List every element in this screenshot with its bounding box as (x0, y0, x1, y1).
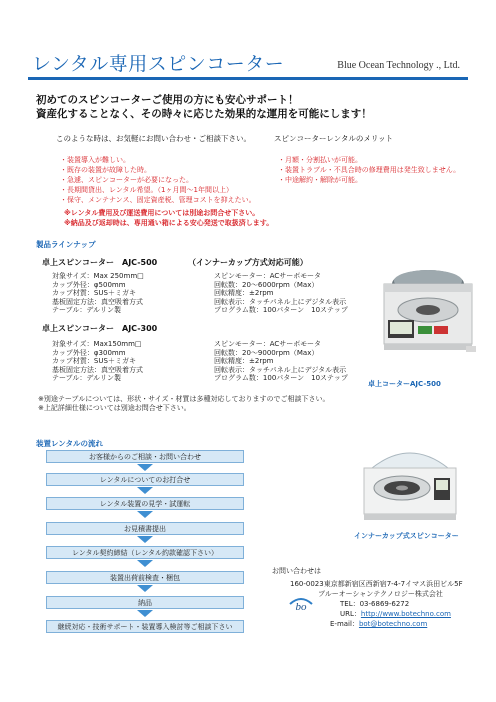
spec-line: カップ外径：φ300mm (52, 348, 126, 357)
spin-coater-ajc500-image (370, 254, 478, 374)
headline-line2: 資産化することなく、その時々に応じた効果的な運用を可能にします！ (36, 108, 372, 120)
spec-line: 回転精度：±2rpm (214, 289, 274, 298)
flow-arrow (137, 585, 153, 592)
inner-cup-spin-coater-image (352, 438, 468, 528)
notice-item: ※レンタル費用及び運送費用については別途お問合せ下さい。 (64, 209, 260, 217)
spec-line: スピンモーター：ACサーボモータ (214, 272, 321, 280)
flow-arrow (137, 464, 153, 471)
merit-item: ・装置トラブル・不具合時の修理費用は発生致しません。 (278, 166, 461, 174)
spec-line: プログラム数：100パターン 10ステップ (214, 306, 348, 315)
merits-list (278, 155, 460, 185)
flow-arrow (137, 610, 153, 617)
spec-line: 回転表示：タッチパネル上にデジタル表示 (214, 365, 347, 374)
product-name-ajc300: 卓上スピンコーター AJC-300 (42, 324, 158, 333)
spec-line: プログラム数：100パターン 10ステップ (214, 374, 348, 383)
flow-step: 継続対応・技術サポート・装置導入検討等ご相談下さい (46, 620, 244, 633)
ajc300-specs-left (52, 340, 143, 383)
spec-line: 回転精度：±2rpm (214, 357, 274, 366)
flow-arrow (137, 511, 153, 518)
consult-item: ・長期間貸出、レンタル希望。（1ヶ月間～1年間以上） (60, 186, 233, 194)
product-variant-ajc500: （インナーカップ方式対応可能） (188, 258, 308, 267)
spec-line: スピンモーター：ACサーボモータ (214, 340, 321, 348)
consult-item: ・保守、メンテナンス、固定資産税、管理コストを抑えたい。 (60, 196, 256, 204)
consult-list (60, 155, 256, 205)
contact-email (330, 620, 427, 630)
flow-arrow (137, 536, 153, 543)
company-logo (288, 590, 314, 614)
merit-item: ・月額・分割払いが可能。 (278, 156, 362, 164)
flow-step: お見積書提出 (46, 522, 244, 535)
flow-step: レンタル契約締結（レンタル約款確認下さい） (46, 546, 244, 559)
spec-line: カップ材質：SUS＋ミガキ (52, 357, 136, 366)
contact-heading: お問い合わせは (272, 567, 321, 575)
consult-item: ・急遽、スピンコーターが必要になった。 (60, 176, 193, 184)
spec-line: 回転数：20～6000rpm（Max） (214, 280, 319, 289)
notices (64, 208, 273, 228)
spec-line: カップ外径：φ500mm (52, 280, 126, 289)
lineup-notes (38, 395, 330, 413)
svg-text:bo: bo (295, 601, 307, 613)
merits-heading: スピンコーターレンタルのメリット (274, 134, 394, 143)
ajc300-specs-right (214, 340, 348, 383)
page-title: レンタル専用スピンコーター (32, 53, 285, 75)
contact-company: ブルーオーシャンテクノロジー株式会社 (318, 590, 443, 598)
spec-line: 対象サイズ：Max150mm□ (52, 340, 142, 348)
spec-line: カップ材質：SUS＋ミガキ (52, 289, 136, 298)
contact-address: 160-0023東京都新宿区西新宿7-4-7イマス浜田ビル5F (290, 580, 463, 588)
lineup-heading: 製品ラインナップ (36, 240, 96, 249)
ajc500-specs-right (214, 272, 348, 315)
consult-heading: このような時は、お気軽にお問い合わせ・ご相談下さい。 (56, 134, 251, 143)
consult-item: ・装置導入が難しい。 (60, 156, 130, 164)
company-name-en: Blue Ocean Technology ., Ltd. (337, 60, 460, 71)
spec-line: テーブル：デルリン製 (52, 306, 122, 315)
email-link[interactable]: bot@botechno.com (358, 620, 428, 628)
flow-arrow (137, 487, 153, 494)
spec-line: テーブル：デルリン製 (52, 374, 122, 383)
flow-step: お客様からのご相談・お問い合わせ (46, 450, 244, 463)
consult-item: ・既存の装置が故障した時。 (60, 166, 151, 174)
spec-line: 回転数：20～9000rpm（Max） (214, 348, 319, 357)
flow-step: レンタルについてのお打合せ (46, 473, 244, 486)
spec-line: 回転表示：タッチパネル上にデジタル表示 (214, 297, 347, 306)
ajc500-specs-left (52, 272, 144, 315)
image2-caption: インナーカップ式スピンコーター (354, 532, 459, 540)
contact-tel: TEL：03-6869-6272 (340, 600, 410, 608)
flow-heading: 装置レンタルの流れ (36, 439, 104, 448)
lineup-note: ※別途テーブルについては、形状・サイズ・材質は多種対応しておりますのでご相談下さい。 (38, 395, 330, 403)
merit-item: ・中途解約・解除が可能。 (278, 176, 362, 184)
flow-step: 納品 (46, 596, 244, 609)
url-label: URL： (340, 610, 361, 618)
header-rule (28, 77, 468, 80)
product-name-ajc500: 卓上スピンコーター AJC-500 (42, 258, 158, 267)
flow-step: 装置出荷前検査・梱包 (46, 571, 244, 584)
spec-line: 基板固定方法：真空吸着方式 (52, 297, 143, 306)
flow-step: レンタル装置の見学・試運転 (46, 497, 244, 510)
notice-item: ※納品及び返却時は、専用通い箱による安心発送で取扱済します。 (64, 219, 274, 227)
spec-line: 対象サイズ：Max 250mm□ (52, 272, 144, 280)
headline-line1: 初めてのスピンコーターご使用の方にも安心サポート！ (36, 94, 299, 106)
image1-caption: 卓上コーターAJC-500 (368, 380, 441, 388)
email-label: E-mail： (330, 620, 359, 628)
contact-url (340, 610, 451, 620)
website-link[interactable]: http://www.botechno.com (360, 610, 451, 618)
flow-arrow (137, 560, 153, 567)
spec-line: 基板固定方法：真空吸着方式 (52, 365, 143, 374)
lineup-note: ※上記詳細仕様については別途お問合せ下さい。 (38, 404, 191, 412)
